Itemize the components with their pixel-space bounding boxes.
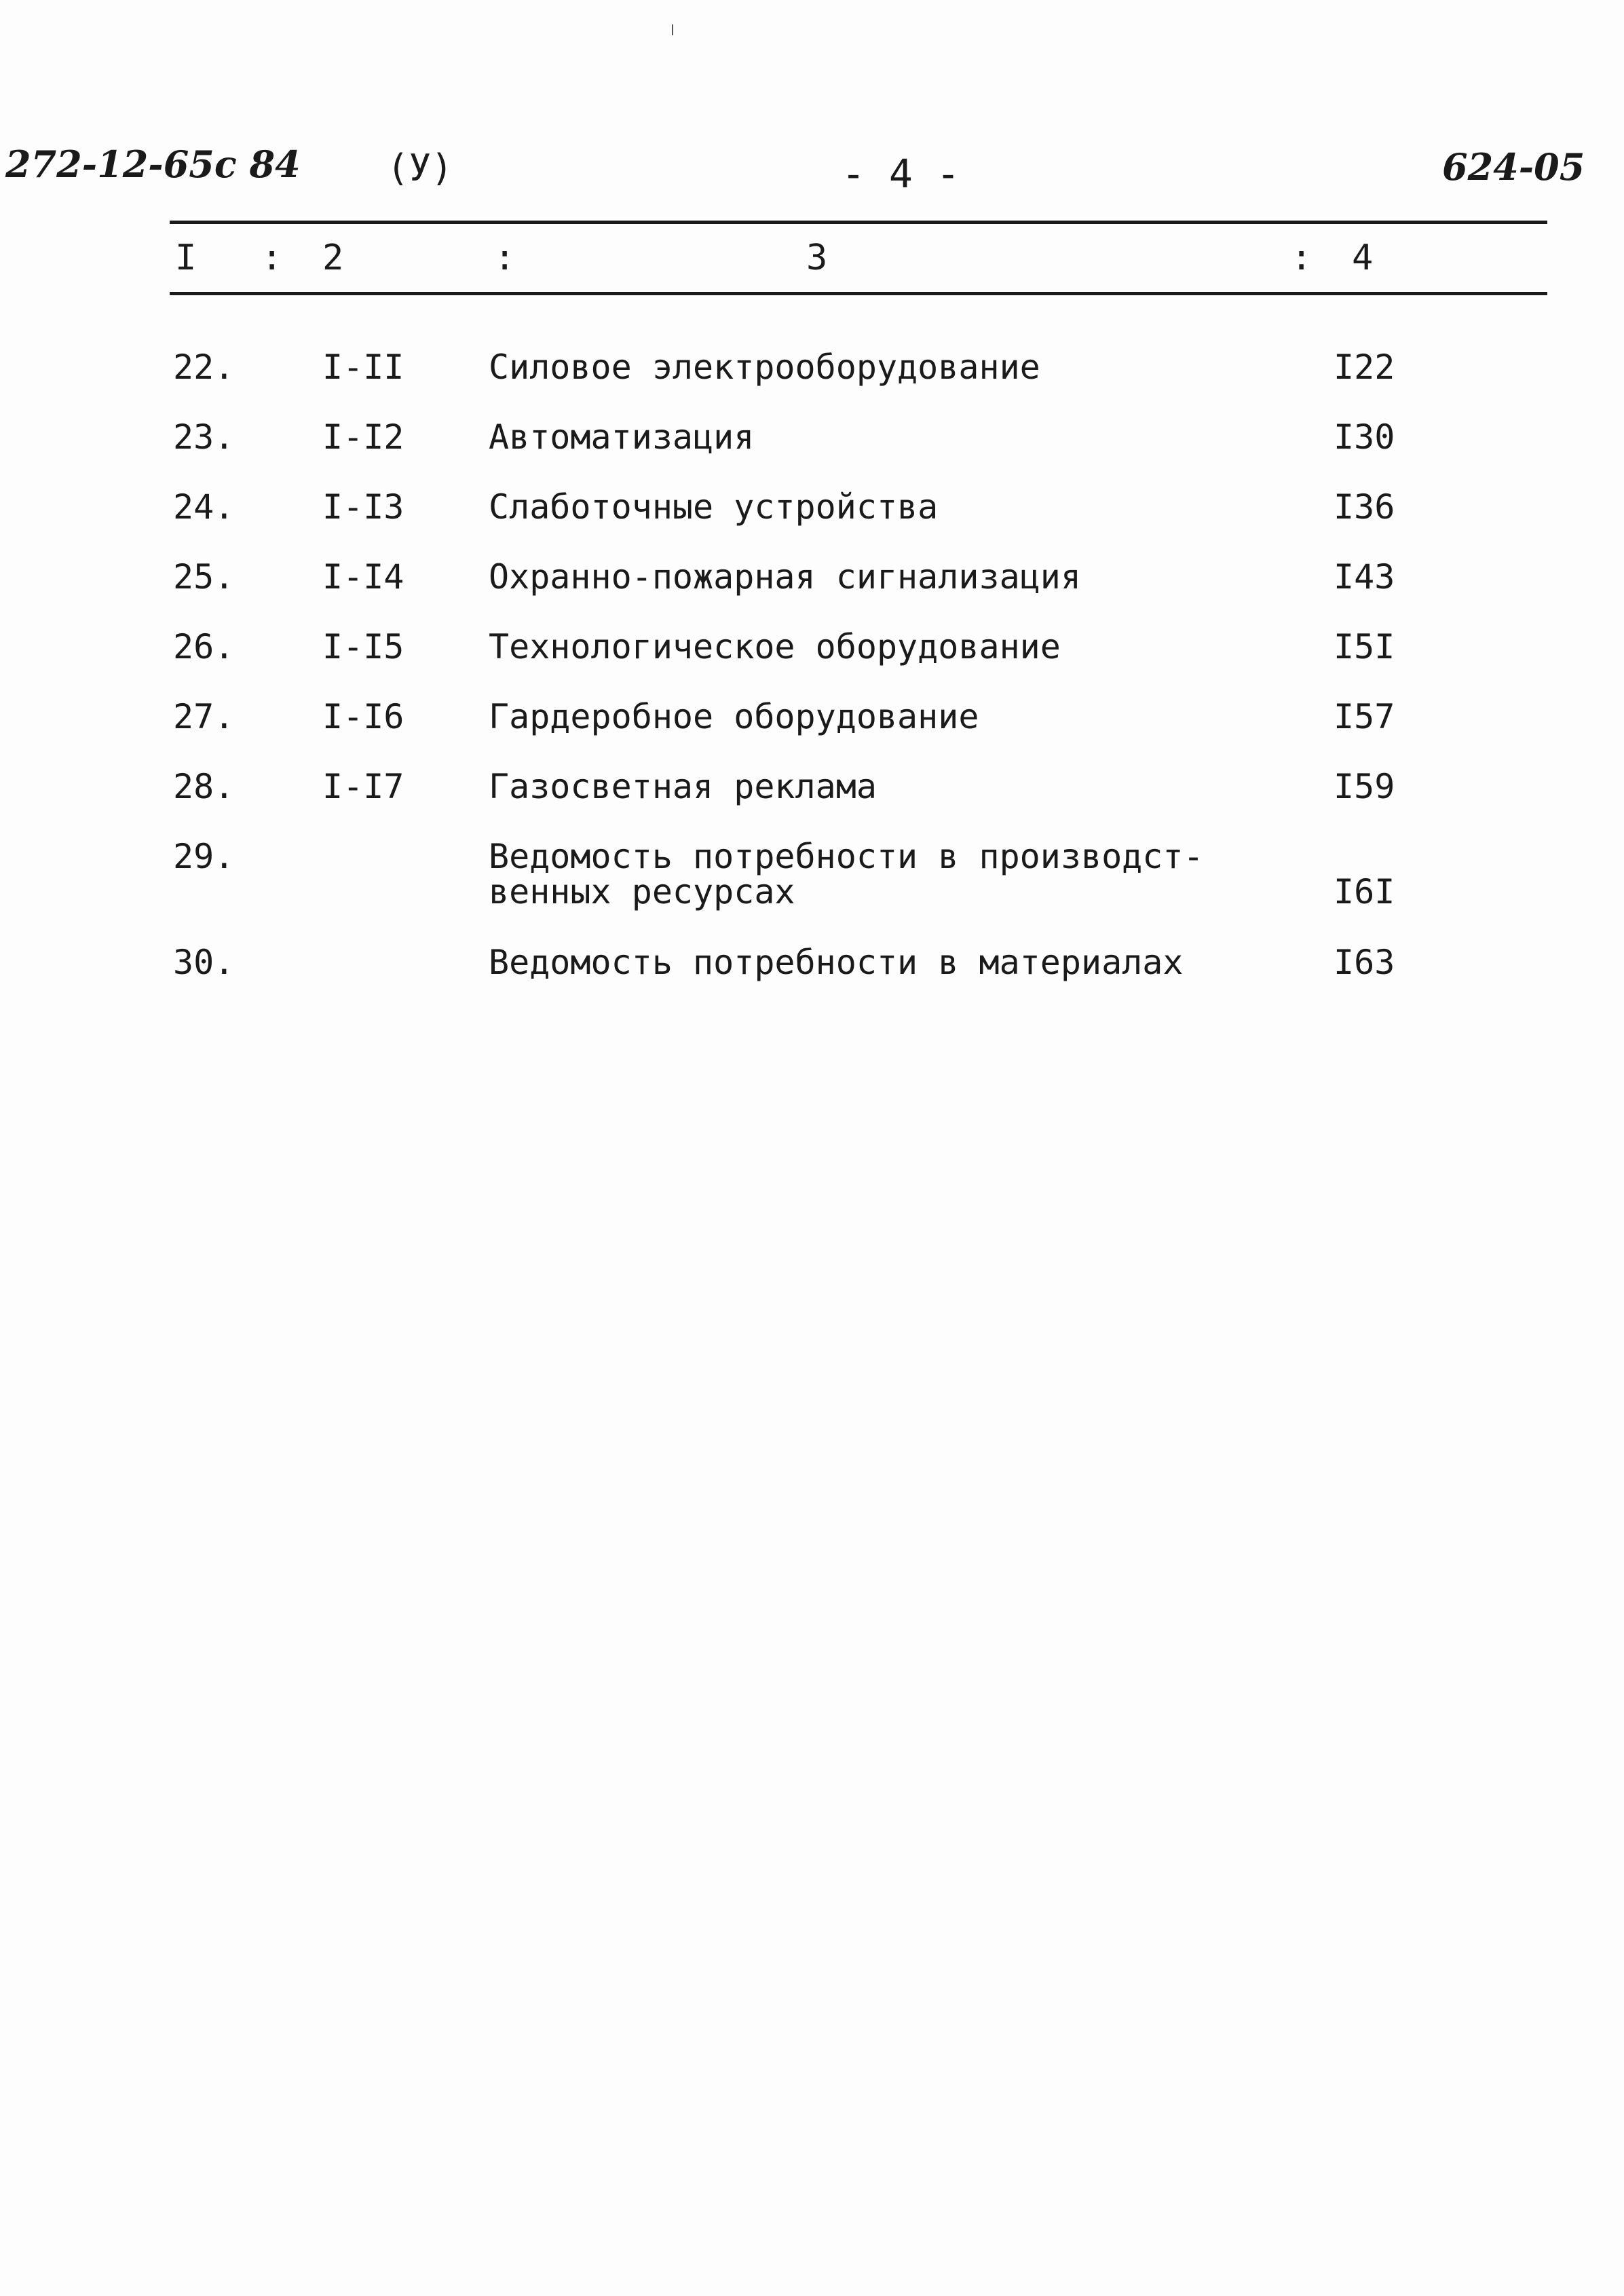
column-header-3: 3 <box>806 238 828 278</box>
column-separator: : <box>261 238 283 278</box>
row-page: I57 <box>1334 697 1395 736</box>
row-number: 29. <box>173 837 235 876</box>
row-page: I59 <box>1334 767 1395 806</box>
column-header-1: I <box>175 238 197 278</box>
row-title: Силовое электрооборудование <box>489 347 1040 387</box>
row-number: 30. <box>173 943 235 982</box>
row-title: Газосветная реклама <box>489 767 877 806</box>
row-page: I5I <box>1334 627 1395 666</box>
row-page: I63 <box>1334 943 1395 982</box>
row-number: 24. <box>173 487 235 527</box>
row-title: Ведомость потребности в материалах <box>489 943 1184 982</box>
row-code: I-I3 <box>322 487 404 527</box>
column-separator: : <box>1291 238 1313 278</box>
row-title: Технологическое оборудование <box>489 627 1061 666</box>
row-number: 27. <box>173 697 235 736</box>
row-code: I-I2 <box>322 417 404 457</box>
page-number: - 4 - <box>842 151 960 197</box>
row-number: 28. <box>173 767 235 806</box>
row-page: I36 <box>1334 487 1395 527</box>
column-header-2: 2 <box>322 238 344 278</box>
row-code: I-II <box>322 347 404 387</box>
scan-mark <box>672 24 673 35</box>
table-top-rule <box>170 221 1547 224</box>
row-title: Слаботочные устройства <box>489 487 939 527</box>
row-title-continuation: венных ресурсах <box>489 872 795 911</box>
row-code: I-I7 <box>322 767 404 806</box>
column-separator: : <box>494 238 516 278</box>
row-code: I-I4 <box>322 557 404 597</box>
row-page: I22 <box>1334 347 1395 387</box>
row-title: Ведомость потребности в производст- <box>489 837 1204 876</box>
row-title: Автоматизация <box>489 417 755 457</box>
document-code: 272-12-65с 84 <box>5 143 301 186</box>
sheet-code: 624-05 <box>1442 145 1585 189</box>
row-code: I-I5 <box>322 627 404 666</box>
row-page: I43 <box>1334 557 1395 597</box>
row-page: I6I <box>1334 872 1395 911</box>
column-header-4: 4 <box>1352 238 1374 278</box>
row-title: Охранно-пожарная сигнализация <box>489 557 1081 597</box>
row-number: 23. <box>173 417 235 457</box>
row-page: I30 <box>1334 417 1395 457</box>
row-number: 22. <box>173 347 235 387</box>
table-header-rule <box>170 292 1547 295</box>
row-title: Гардеробное оборудование <box>489 697 979 736</box>
row-number: 26. <box>173 627 235 666</box>
document-code-suffix: (У) <box>387 147 453 189</box>
row-code: I-I6 <box>322 697 404 736</box>
row-number: 25. <box>173 557 235 597</box>
